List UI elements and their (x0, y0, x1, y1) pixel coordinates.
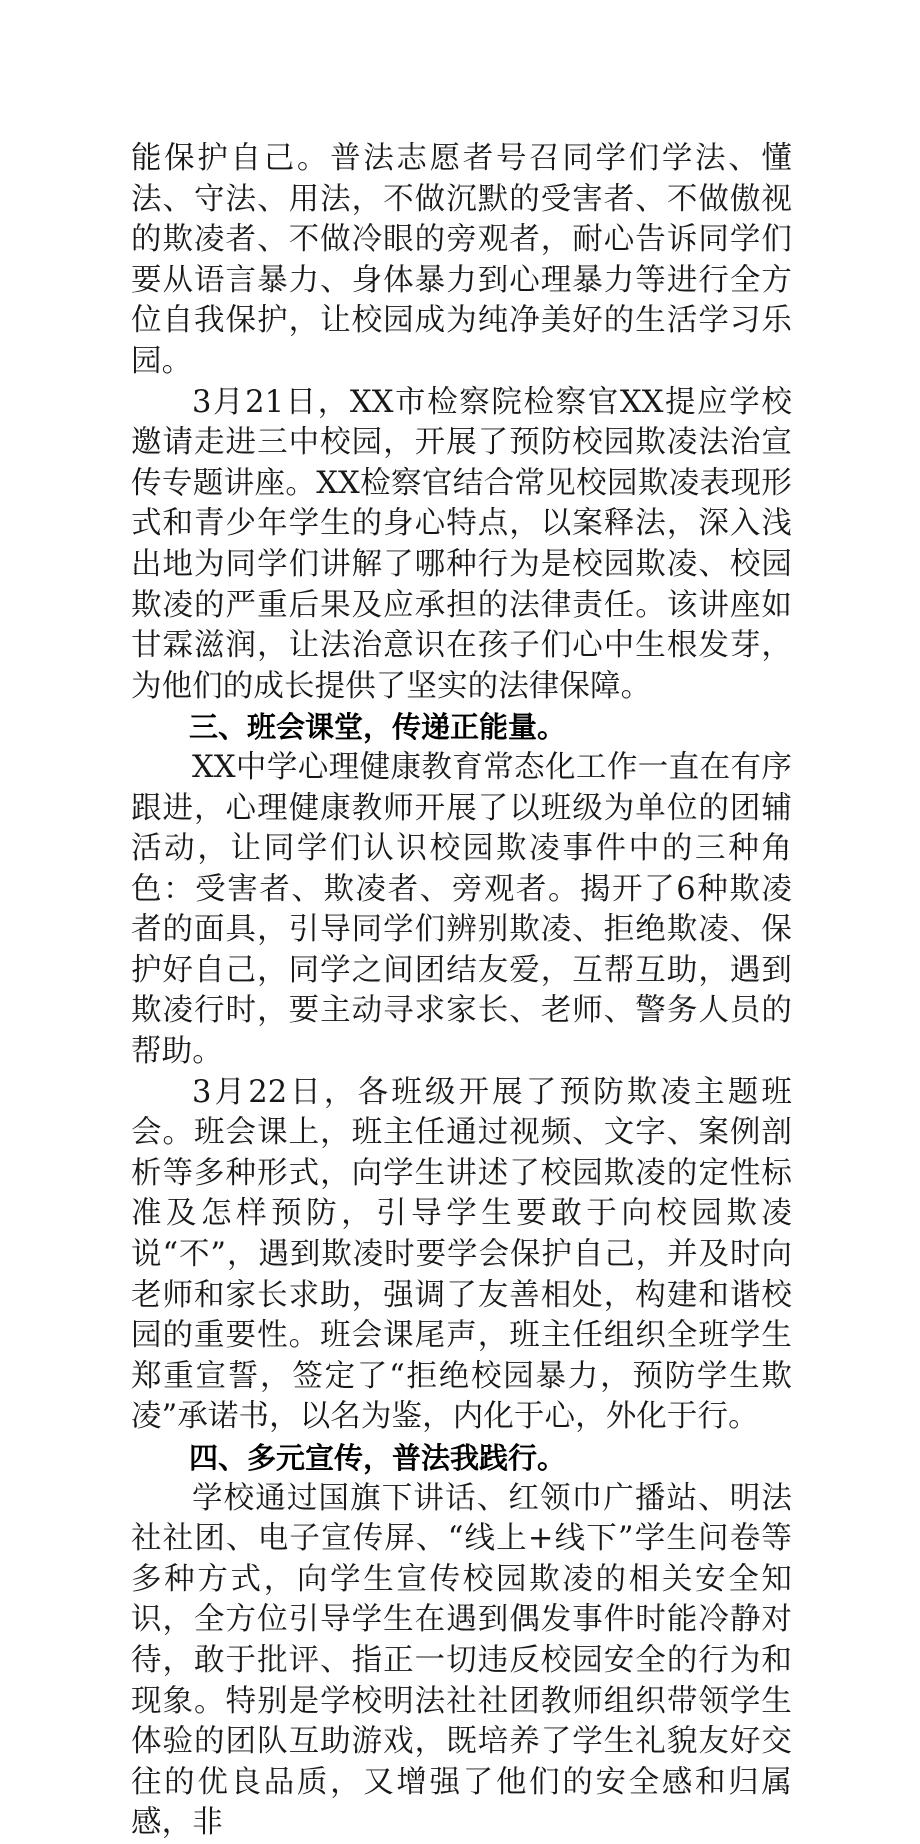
paragraph-5: 学校通过国旗下讲话、红领巾广播站、明法社社团、电子宣传屏、“线上+线下”学生问卷等多种方式，向学生宣传校园欺凌的相关安全知识，全方位引导学生在遇到偶发事件时能冷静对待，敢于批评、指正一切违反校园安全的行为和现象。特别是学校明法社社团教师组织带领学生体验的团队互助游戏，既培养了学生礼貌友好交往的优良品质，又增强了他们的安全感和归属感，非 (131, 1480, 792, 1841)
section-heading-three: 三、班会课堂，传递正能量。 (189, 710, 567, 745)
paragraph-3: XX中学心理健康教育常态化工作一直在有序跟进，心理健康教师开展了以班级为单位的团辅活动，让同学们认识校园欺凌事件中的三种角色：受害者、欺凌者、旁观者。揭开了6种欺凌者的面具，引导同学们辨别欺凌、拒绝欺凌、保护好自己，同学之间团结友爱，互帮互助，遇到欺凌行时，要主动寻求家长、老师、警务人员的帮助。 (131, 749, 792, 1070)
paragraph-2: 3月21日，XX市检察院检察官XX提应学校邀请走进三中校园，开展了预防校园欺凌法治宣传专题讲座。XX检察官结合常见校园欺凌表现形式和青少年学生的身心特点，以案释法，深入浅出地为同学们讲解了哪种行为是校园欺凌、校园欺凌的严重后果及应承担的法律责任。该讲座如甘霖滋润，让法治意识在孩子们心中生根发芽，为他们的成长提供了坚实的法律保障。 (131, 384, 792, 704)
paragraph-1: 能保护自己。普法志愿者号召同学们学法、懂法、守法、用法，不做沉默的受害者、不做傲视的欺凌者、不做冷眼的旁观者，耐心告诉同学们要从语言暴力、身体暴力到心理暴力等进行全方位自我保护，让校园成为纯净美好的生活学习乐园。 (131, 141, 792, 379)
section-heading-four: 四、多元宣传，普法我践行。 (189, 1441, 567, 1475)
document-body (131, 139, 792, 1844)
paragraph-4: 3月22日，各班级开展了预防欺凌主题班会。班会课上，班主任通过视频、文字、案例剖析等多种形式，向学生讲述了校园欺凌的定性标准及怎样预防，引导学生要敢于向校园欺凌说“不”，遇到欺凌时要学会保护自己，并及时向老师和家长求助，强调了友善相处，构建和谐校园的重要性。班会课尾声，班主任组织全班学生郑重宣誓，签定了“拒绝校园暴力，预防学生欺凌”承诺书，以名为鉴，内化于心，外化于行。 (131, 1074, 792, 1435)
